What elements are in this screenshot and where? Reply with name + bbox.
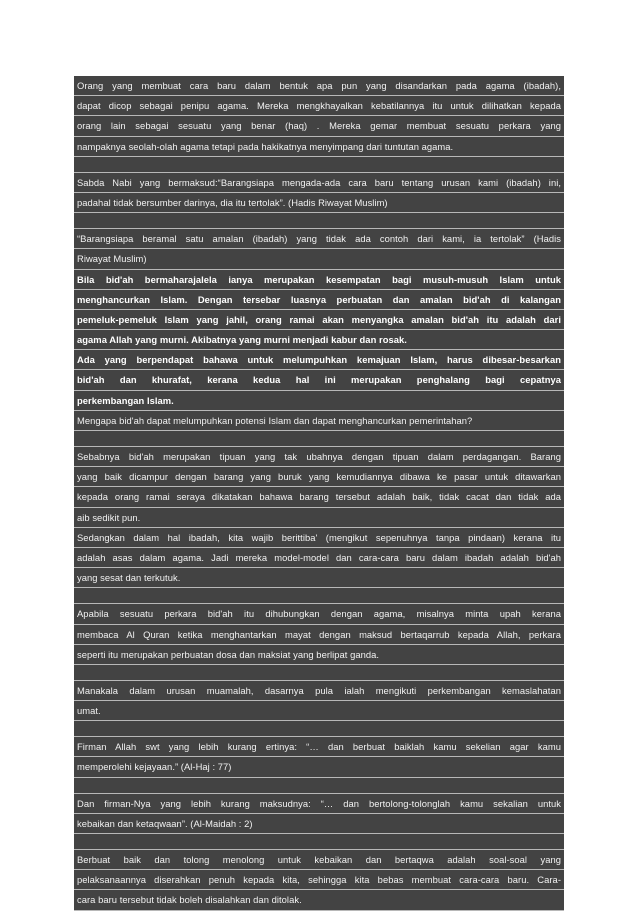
text-line: orang lain sebagai sesuatu yang benar (haq) . Mereka gemar membuat sesuatu perkara yang [74, 116, 564, 136]
text-line: perkembangan Islam. [74, 391, 564, 411]
paragraph-spacer [74, 778, 564, 794]
text-line: menghancurkan Islam. Dengan tersebar luasnya perbuatan dan amalan bid'ah di kalangan [74, 290, 564, 310]
text-line: cara baru tersebut tidak boleh disalahkan dan ditolak. [74, 890, 564, 910]
bold-paragraph [74, 350, 564, 411]
paragraph [74, 850, 564, 911]
text-line: Orang yang membuat cara baru dalam bentuk apa pun yang disandarkan pada agama (ibadah), [74, 76, 564, 96]
paragraph [74, 173, 564, 213]
paragraph-spacer [74, 431, 564, 447]
paragraph-spacer [74, 834, 564, 850]
paragraph-spacer [74, 213, 564, 229]
text-line: Apabila sesuatu perkara bid'ah itu dihubungkan dengan agama, misalnya minta upah kerana [74, 604, 564, 624]
text-line: aib sedikit pun. [74, 508, 564, 528]
paragraph-spacer [74, 588, 564, 604]
paragraph [74, 794, 564, 834]
text-line: umat. [74, 701, 564, 721]
paragraph-spacer [74, 157, 564, 173]
text-line: agama Allah yang murni. Akibatnya yang murni menjadi kabur dan rosak. [74, 330, 564, 350]
text-line: Firman Allah swt yang lebih kurang ertinya: “… dan berbuat baiklah kamu sekelian agar kamu [74, 737, 564, 757]
text-line: padahal tidak bersumber darinya, dia itu tertolak”. (Hadis Riwayat Muslim) [74, 193, 564, 213]
text-line: yang sesat dan terkutuk. [74, 568, 564, 588]
paragraph [74, 447, 564, 528]
text-line: nampaknya seolah-olah agama tetapi pada hakikatnya menyimpang dari tuntutan agama. [74, 137, 564, 157]
paragraph [74, 229, 564, 269]
paragraph [74, 76, 564, 157]
text-line: kepada orang ramai seraya dikatakan bahawa barang tersebut adalah baik, tidak cacat dan tidak ada [74, 487, 564, 507]
text-line: Bila bid'ah bermaharajalela ianya merupakan kesempatan bagi musuh-musuh Islam untuk [74, 270, 564, 290]
text-line: Ada yang berpendapat bahawa untuk melumpuhkan kemajuan Islam, harus dibesar-besarkan [74, 350, 564, 370]
text-line: “Barangsiapa beramal satu amalan (ibadah) yang tidak ada contoh dari kami, ia tertolak” (Hadis [74, 229, 564, 249]
text-line: dapat dicop sebagai penipu agama. Mereka mengkhayalkan kebatilannya itu untuk dilihatkan kepada [74, 96, 564, 116]
paragraph-spacer [74, 721, 564, 737]
text-line: Sedangkan dalam hal ibadah, kita wajib berittiba' (mengikut sepenuhnya tanpa pindaan) kerana itu [74, 528, 564, 548]
text-line: yang baik dicampur dengan barang yang buruk yang kemudiannya dibawa ke pasar untuk ditawarkan [74, 467, 564, 487]
text-line: membaca Al Quran ketika menghantarkan mayat dengan maksud bertaqarrub kepada Allah, perkara [74, 625, 564, 645]
document-body [74, 76, 564, 911]
text-line: pemeluk-pemeluk Islam yang jahil, orang ramai akan menyangka amalan bid'ah itu adalah dari [74, 310, 564, 330]
text-line: Mengapa bid'ah dapat melumpuhkan potensi Islam dan dapat menghancurkan pemerintahan? [74, 411, 564, 431]
paragraph [74, 604, 564, 665]
text-line: memperolehi kejayaan.” (Al-Haj : 77) [74, 757, 564, 777]
paragraph [74, 681, 564, 721]
text-line: adalah asas dalam agama. Jadi mereka model-model dan cara-cara baru dalam ibadah adalah bid'ah [74, 548, 564, 568]
paragraph [74, 411, 564, 431]
text-line: Sabda Nabi yang bermaksud:“Barangsiapa mengada-ada cara baru tentang urusan kami (ibadah) ini, [74, 173, 564, 193]
text-line: Berbuat baik dan tolong menolong untuk kebaikan dan bertaqwa adalah soal-soal yang [74, 850, 564, 870]
text-line: kebaikan dan ketaqwaan”. (Al-Maidah : 2) [74, 814, 564, 834]
text-line: seperti itu merupakan perbuatan dosa dan maksiat yang berlipat ganda. [74, 645, 564, 665]
paragraph [74, 528, 564, 589]
text-line: pelaksanaannya diserahkan penuh kepada kita, sehingga kita bebas membuat cara-cara baru. Cara- [74, 870, 564, 890]
paragraph [74, 737, 564, 777]
text-line: bid'ah dan khurafat, kerana kedua hal ini merupakan penghalang bagi cepatnya [74, 370, 564, 390]
paragraph-spacer [74, 665, 564, 681]
text-line: Dan firman-Nya yang lebih kurang maksudnya: “… dan bertolong-tolonglah kamu sekalian untuk [74, 794, 564, 814]
text-line: Manakala dalam urusan muamalah, dasarnya pula ialah mengikuti perkembangan kemaslahatan [74, 681, 564, 701]
bold-paragraph [74, 270, 564, 351]
text-line: Sebabnya bid'ah merupakan tipuan yang tak ubahnya dengan tipuan dalam perdagangan. Barang [74, 447, 564, 467]
text-line: Riwayat Muslim) [74, 249, 564, 269]
